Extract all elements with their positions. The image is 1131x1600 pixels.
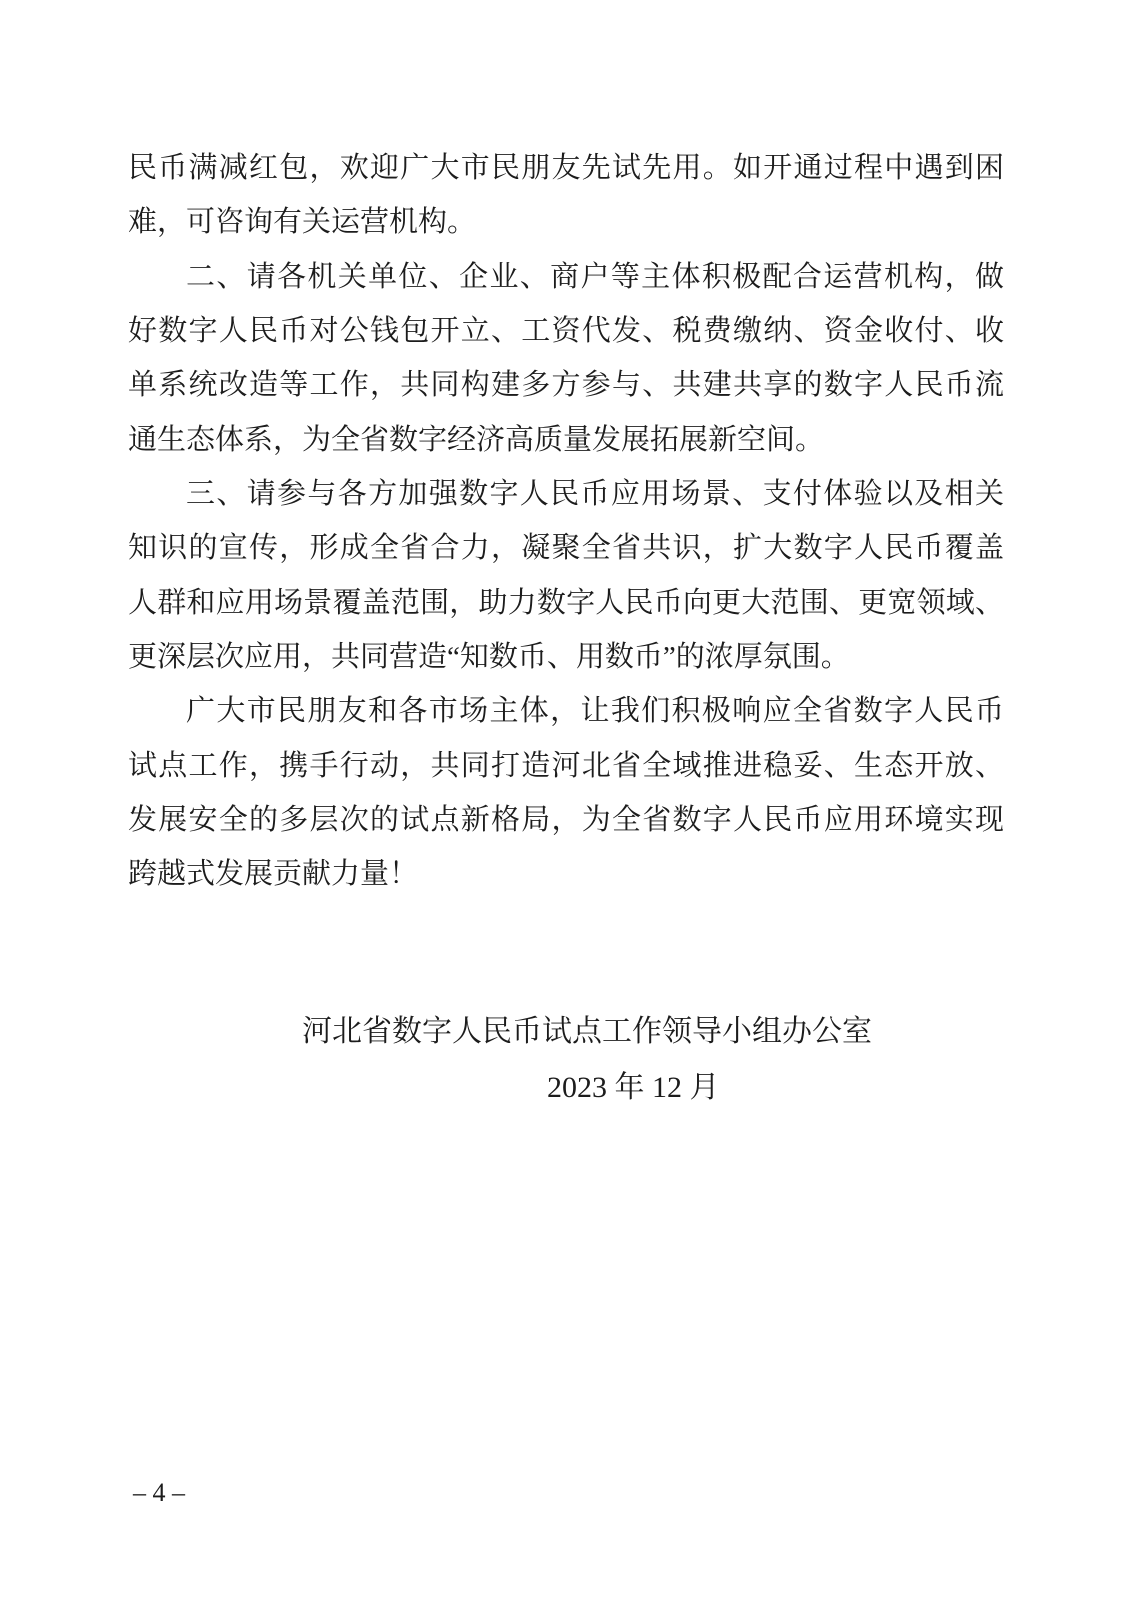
body-line: 跨越式发展贡献力量！ xyxy=(128,858,419,891)
body-line: 通生态体系，为全省数字经济高质量发展拓展新空间。 xyxy=(128,423,825,456)
body-line: 三、请参与各方加强数字人民币应用场景、支付体验以及相关 xyxy=(186,478,1004,511)
body-line: 广大市民朋友和各市场主体，让我们积极响应全省数字人民币 xyxy=(186,695,1004,728)
body-line: 难，可咨询有关运营机构。 xyxy=(128,206,477,239)
body-line: 知识的宣传，形成全省合力，凝聚全省共识，扩大数字人民币覆盖 xyxy=(128,532,1004,565)
body-line: 好数字人民币对公钱包开立、工资代发、税费缴纳、资金收付、收 xyxy=(128,315,1004,348)
signature-line: 河北省数字人民币试点工作领导小组办公室 xyxy=(302,1015,872,1048)
document-body xyxy=(128,141,1004,902)
body-line: 二、请各机关单位、企业、商户等主体积极配合运营机构，做 xyxy=(186,260,1004,293)
body-line: 人群和应用场景覆盖范围，助力数字人民币向更大范围、更宽领域、 xyxy=(128,586,1004,619)
body-line: 发展安全的多层次的试点新格局，为全省数字人民币应用环境实现 xyxy=(128,804,1004,837)
body-line: 更深层次应用，共同营造“知数币、用数币”的浓厚氛围。 xyxy=(128,641,850,674)
page-number: – 4 – xyxy=(133,1478,185,1507)
body-line: 单系统改造等工作，共同构建多方参与、共建共享的数字人民币流 xyxy=(128,369,1004,402)
date-line: 2023 年 12 月 xyxy=(547,1071,720,1104)
body-line: 试点工作，携手行动，共同打造河北省全域推进稳妥、生态开放、 xyxy=(128,749,1004,782)
body-line: 民币满减红包，欢迎广大市民朋友先试先用。如开通过程中遇到困 xyxy=(128,152,1004,184)
